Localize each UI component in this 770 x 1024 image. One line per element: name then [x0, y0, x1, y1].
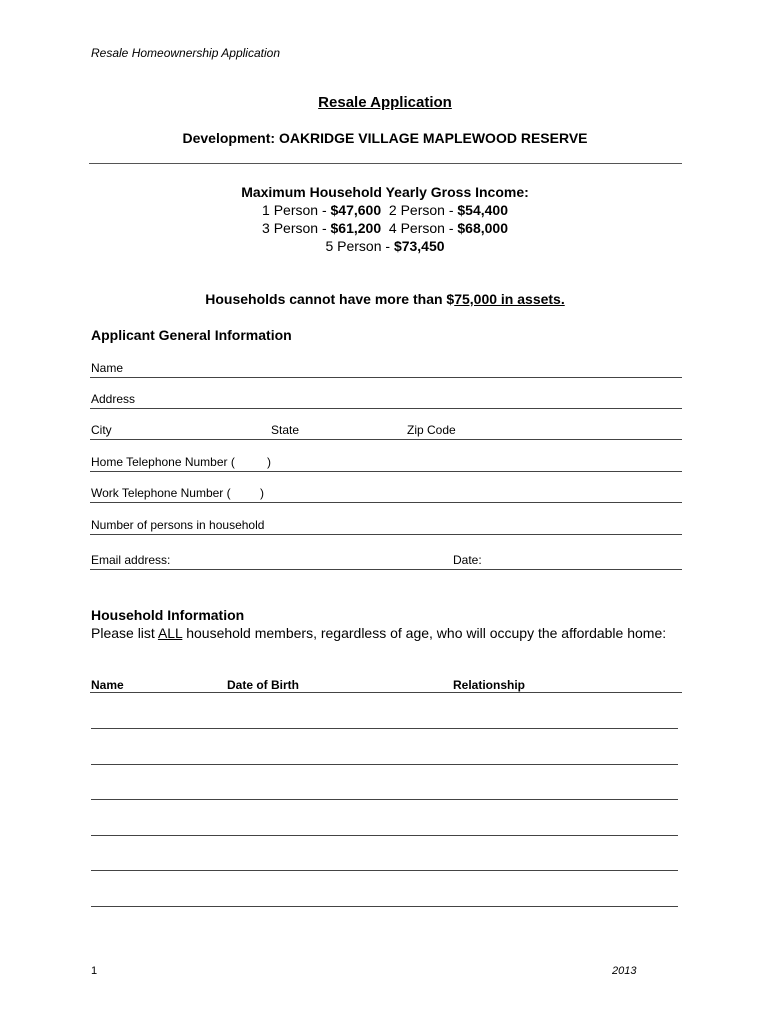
footer-year: 2013 [612, 965, 637, 977]
address-label: Address [91, 392, 136, 406]
home-phone-close-paren: ) [267, 455, 271, 469]
income-amount: $54,400 [457, 202, 508, 218]
development-name: Development: OAKRIDGE VILLAGE MAPLEWOOD RESERVE [182, 130, 588, 146]
city-state-zip-field[interactable] [90, 421, 682, 440]
income-amount: $73,450 [393, 238, 445, 254]
instructions-emphasis: ALL [157, 625, 183, 641]
income-label: 4 Person - [381, 220, 458, 236]
name-field[interactable] [90, 359, 682, 378]
address-field[interactable] [90, 390, 682, 409]
email-label: Email address: [91, 553, 171, 567]
income-amount: $61,200 [330, 220, 382, 236]
household-member-line[interactable] [91, 799, 678, 800]
work-phone-close-paren: ) [260, 486, 264, 500]
household-section-heading: Household Information [91, 607, 245, 623]
date-label: Date: [453, 553, 482, 567]
income-line-3 [0, 238, 770, 254]
income-label: 5 Person - [325, 238, 394, 254]
document-header-title: Resale Homeownership Application [91, 46, 280, 60]
assets-prefix: Households cannot have more than $ [205, 291, 455, 307]
income-label: 3 Person - [262, 220, 331, 236]
household-instructions [91, 624, 691, 642]
instructions-text: household members, regardless of age, who will occupy the affordable home: [182, 625, 667, 641]
zip-label: Zip Code [407, 423, 456, 437]
income-line-1 [0, 202, 770, 218]
income-amount: $68,000 [457, 220, 508, 236]
applicant-section-heading: Applicant General Information [91, 327, 292, 343]
household-member-line[interactable] [91, 870, 678, 871]
household-member-line[interactable] [91, 906, 678, 907]
work-phone-label: Work Telephone Number ( [91, 486, 231, 500]
state-label: State [271, 423, 300, 437]
income-label: 1 Person - [262, 202, 331, 218]
column-header-name: Name [91, 678, 124, 692]
household-member-line[interactable] [91, 764, 678, 765]
work-phone-field[interactable] [90, 484, 682, 503]
assets-amount: 75,000 in assets. [454, 291, 565, 307]
persons-label: Number of persons in household [91, 518, 265, 532]
page-number: 1 [91, 965, 98, 977]
name-label: Name [91, 361, 124, 375]
income-line-2 [0, 220, 770, 236]
email-date-field[interactable] [90, 551, 682, 570]
income-label: 2 Person - [381, 202, 458, 218]
column-header-dob: Date of Birth [227, 678, 299, 692]
household-member-line[interactable] [91, 835, 678, 836]
instructions-text: Please list [91, 625, 158, 641]
income-heading: Maximum Household Yearly Gross Income: [241, 184, 529, 200]
persons-field[interactable] [90, 516, 682, 535]
household-member-line[interactable] [91, 728, 678, 729]
home-phone-field[interactable] [90, 453, 682, 472]
assets-limit [0, 291, 770, 307]
income-amount: $47,600 [330, 202, 382, 218]
city-label: City [91, 423, 112, 437]
divider [89, 163, 682, 164]
column-header-relationship: Relationship [453, 678, 526, 692]
page-title: Resale Application [318, 94, 452, 111]
column-header-underline [90, 692, 682, 693]
home-phone-label: Home Telephone Number ( [91, 455, 235, 469]
